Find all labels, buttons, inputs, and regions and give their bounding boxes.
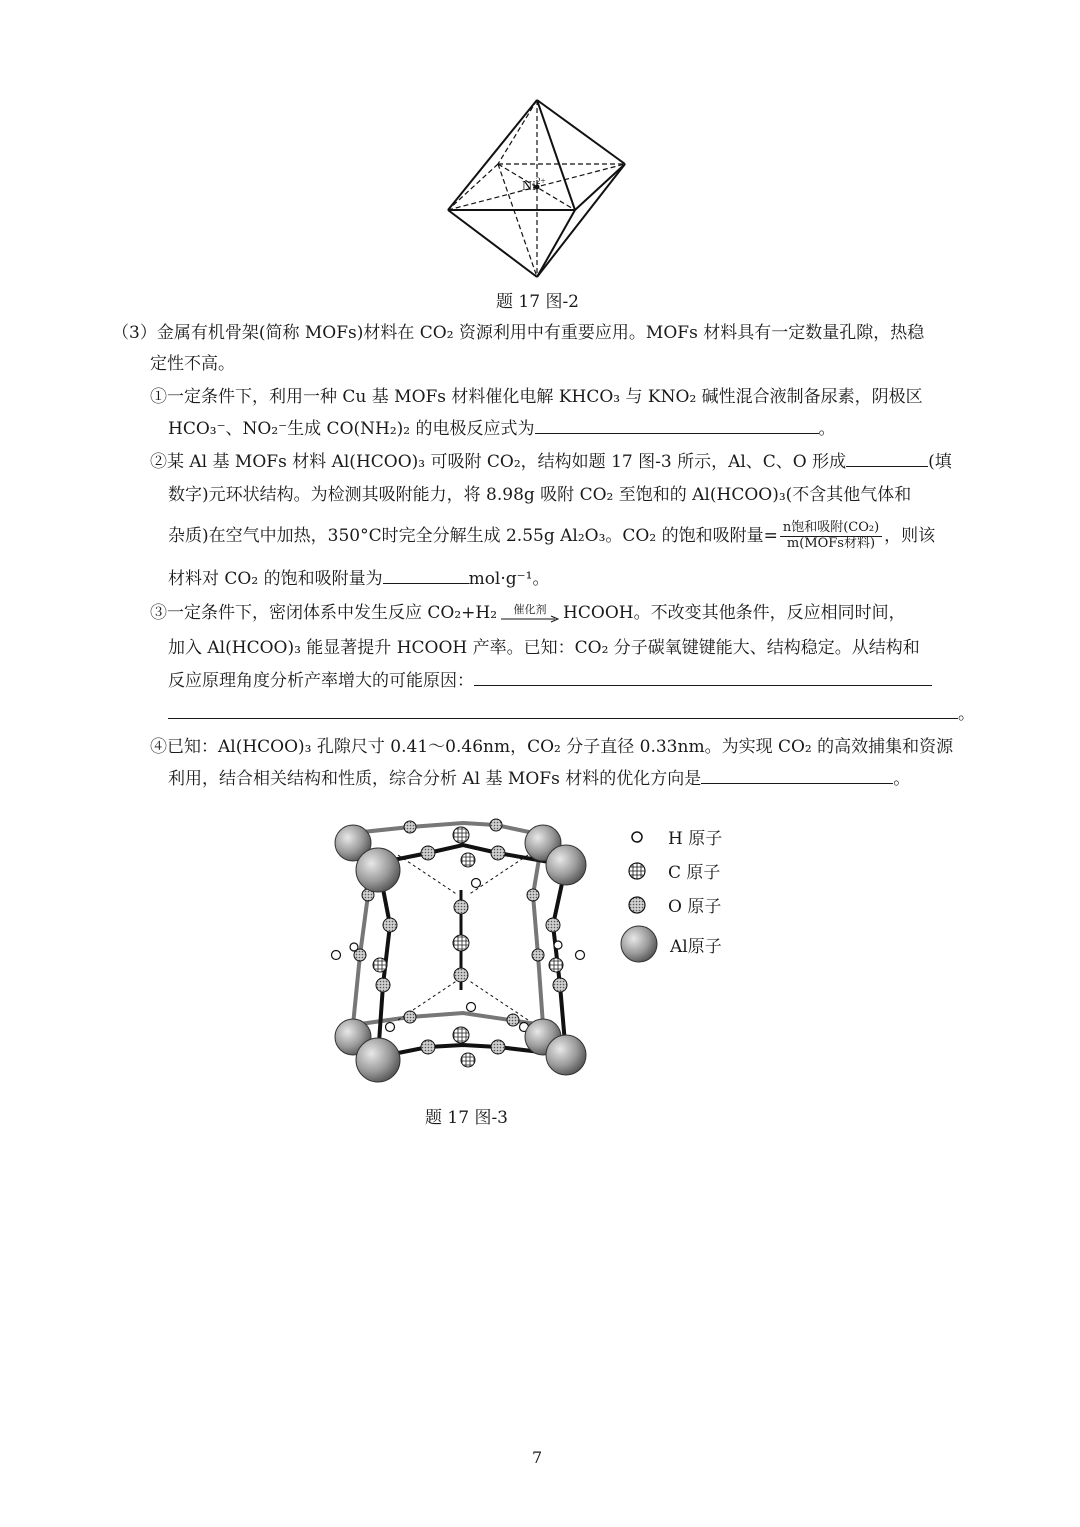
- q3-p3-line2: 加入 Al(HCOO)₃ 能显著提升 HCOOH 产率。已知：CO₂ 分子碳氧键键能大、结构稳定。从结构和: [168, 638, 920, 658]
- q3-p1-line1: ①一定条件下，利用一种 Cu 基 MOFs 材料催化电解 KHCO₃ 与 KNO₂ 碱性混合液制备尿素，阴极区: [150, 387, 923, 407]
- atom-legend: [620, 818, 760, 968]
- answer-blank-5[interactable]: [168, 717, 958, 719]
- q3-p2-line2: 数字)元环状结构。为检测其吸附能力，将 8.98g 吸附 CO₂ 至饱和的 Al(HCOO)₃(不含其他气体和: [168, 485, 912, 505]
- figure2-caption: 题 17 图-2: [496, 292, 579, 312]
- answer-blank-1[interactable]: [535, 432, 819, 434]
- q3-p3-line1: ③一定条件下，密闭体系中发生反应 CO₂+H₂ 催化剂 HCOOH。不改变其他条件，反应相同时间，: [150, 603, 906, 623]
- answer-blank-6[interactable]: [701, 782, 893, 784]
- q3-p1-line2: HCO₃⁻、NO₂⁻生成 CO(NH₂)₂ 的电极反应式为 。: [168, 419, 836, 439]
- legend-item-o: O 原子: [620, 892, 721, 917]
- q3-number: （3）: [112, 323, 157, 343]
- o-atom-icon: [620, 894, 656, 916]
- ion-label: Ni: [522, 179, 536, 194]
- q3-p2-line3: 杂质)在空气中加热，350°C时完全分解生成 2.55g Al₂O₃。CO₂ 的饱和吸附量= $\frac{\text{n饱和吸附(CO₂)}}{\text{m(MOFs材料)}}$ ，则该: [168, 520, 936, 551]
- page-number: 7: [532, 1448, 543, 1467]
- octahedron-figure: [440, 92, 635, 282]
- legend-item-h: H 原子: [620, 824, 722, 849]
- svg-text:Ni2+: [522, 176, 546, 194]
- arrow-icon: [501, 615, 559, 623]
- q3-p4-line1: ④已知：Al(HCOO)₃ 孔隙尺寸 0.41～0.46nm，CO₂ 分子直径 0.33nm。为实现 CO₂ 的高效捕集和资源: [150, 737, 954, 757]
- c-atom-icon: [620, 860, 656, 882]
- q3-intro-line1: （3）金属有机骨架(简称 MOFs)材料在 CO₂ 资源利用中有重要应用。MOFs 材料具有一定数量孔隙，热稳: [112, 323, 925, 343]
- saturation-fraction: $\frac{\text{n饱和吸附(CO₂)}}{\text{m(MOFs材料)}}$: [780, 521, 882, 552]
- q3-p2-line1: ②某 Al 基 MOFs 材料 Al(HCOO)₃ 可吸附 CO₂，结构如题 17 图-3 所示，Al、C、O 形成 (填: [150, 452, 952, 472]
- q3-p3-line3: 反应原理角度分析产率增大的可能原因：: [168, 673, 932, 690]
- h-atom-icon: [620, 826, 656, 848]
- figure3-caption: 题 17 图-3: [425, 1108, 508, 1128]
- catalyst-label: 催化剂: [513, 603, 547, 616]
- legend-item-c: C 原子: [620, 858, 720, 883]
- reaction-arrow: [501, 604, 559, 623]
- legend-item-al: Al原子: [620, 924, 722, 964]
- answer-blank-4[interactable]: [474, 684, 932, 686]
- answer-blank-3[interactable]: [383, 582, 469, 584]
- q3-p3-line4: 。: [168, 706, 975, 723]
- q3-intro-line2: 定性不高。: [150, 354, 235, 374]
- al-atom-icon: [620, 924, 660, 964]
- q3-p2-line4: 材料对 CO₂ 的饱和吸附量为 mol·g⁻¹。: [168, 569, 550, 589]
- answer-blank-2[interactable]: [846, 465, 928, 467]
- ion-charge: 2+: [536, 176, 546, 186]
- mof-structure-figure: [328, 815, 594, 1090]
- q3-p4-line2: 利用，结合相关结构和性质，综合分析 Al 基 MOFs 材料的优化方向是 。: [168, 769, 911, 789]
